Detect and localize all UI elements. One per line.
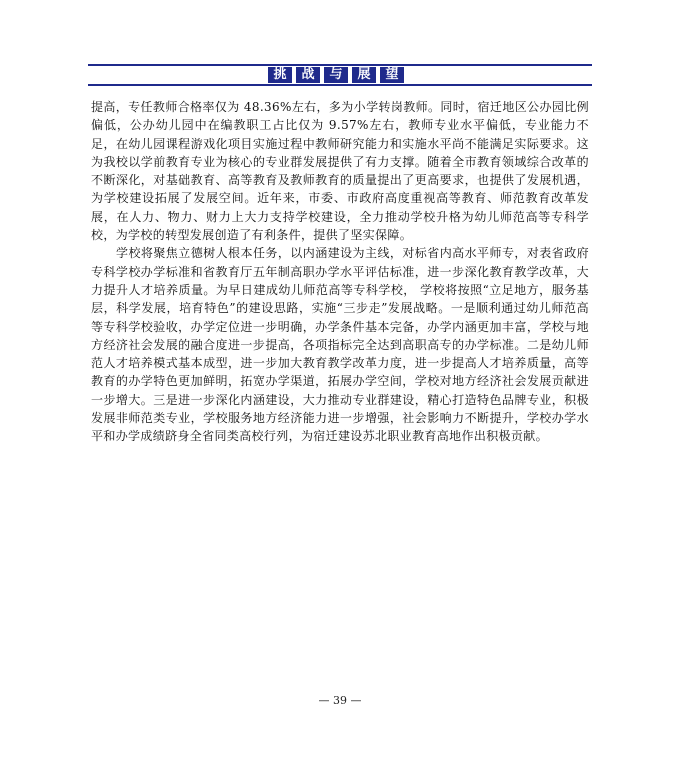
- section-title-char: 挑: [268, 67, 292, 83]
- section-title-char: 望: [380, 67, 404, 83]
- body-text: [91, 98, 589, 446]
- section-title: [268, 67, 404, 83]
- section-title-char: 展: [352, 67, 376, 83]
- section-title-char: 战: [296, 67, 320, 83]
- running-header: [0, 64, 680, 88]
- page-number: — 39 —: [318, 694, 362, 707]
- header-top-rule: [88, 64, 592, 66]
- paragraph-continued: 提高，专任教师合格率仅为 48.36%左右，多为小学转岗教师。同时，宿迁地区公办园比例偏低，公办幼儿园中在编教职工占比仅为 9.57%左右，教师专业水平偏低，专业能力不足，在幼儿园课程游戏化项目实施过程中教师研究能力和实施水平尚不能满足实际要求。这为我校以学前教育专业为核心的专业群发展提供了有力支撑。随着全市教育领域综合改革的不断深化，对基础教育、高等教育及教师教育的质量提出了更高要求，也提供了发展机遇，为学校建设拓展了发展空间。近年来，市委、市政府高度重视高等教育、师范教育改革发展，在人力、物力、财力上大力支持学校建设，全力推动学校升格为幼儿师范高等专科学校，为学校的转型发展创造了有利条件，提供了坚实保障。: [91, 100, 589, 243]
- section-title-char: 与: [324, 67, 348, 83]
- header-bottom-rule: [88, 84, 592, 86]
- paragraph: 学校将聚焦立德树人根本任务，以内涵建设为主线，对标省内高水平师专，对表省政府专科学校办学标准和省教育厅五年制高职办学水平评估标准，进一步深化教育教学改革，大力提升人才培养质量。为早日建成幼儿师范高等专科学校， 学校将按照“立足地方，服务基层，科学发展，培育特色”的建设思路，实施“三步走”发展战略。一是顺利通过幼儿师范高等专科学校验收，办学定位进一步明确，办学条件基本完备，办学内涵更加丰富，学校与地方经济社会发展的融合度进一步提高，各项指标完全达到高职高专的办学标准。二是幼儿师范人才培养模式基本成型，进一步加大教育教学改革力度，进一步提高人才培养质量，高等教育的办学特色更加鲜明，拓宽办学渠道，拓展办学空间，学校对地方经济社会发展贡献进一步增大。三是进一步深化内涵建设，大力推动专业群建设，精心打造特色品牌专业，积极发展非师范类专业，学校服务地方经济能力进一步增强，社会影响力不断提升，学校办学水平和办学成绩跻身全省同类高校行列，为宿迁建设苏北职业教育高地作出积极贡献。: [91, 246, 589, 444]
